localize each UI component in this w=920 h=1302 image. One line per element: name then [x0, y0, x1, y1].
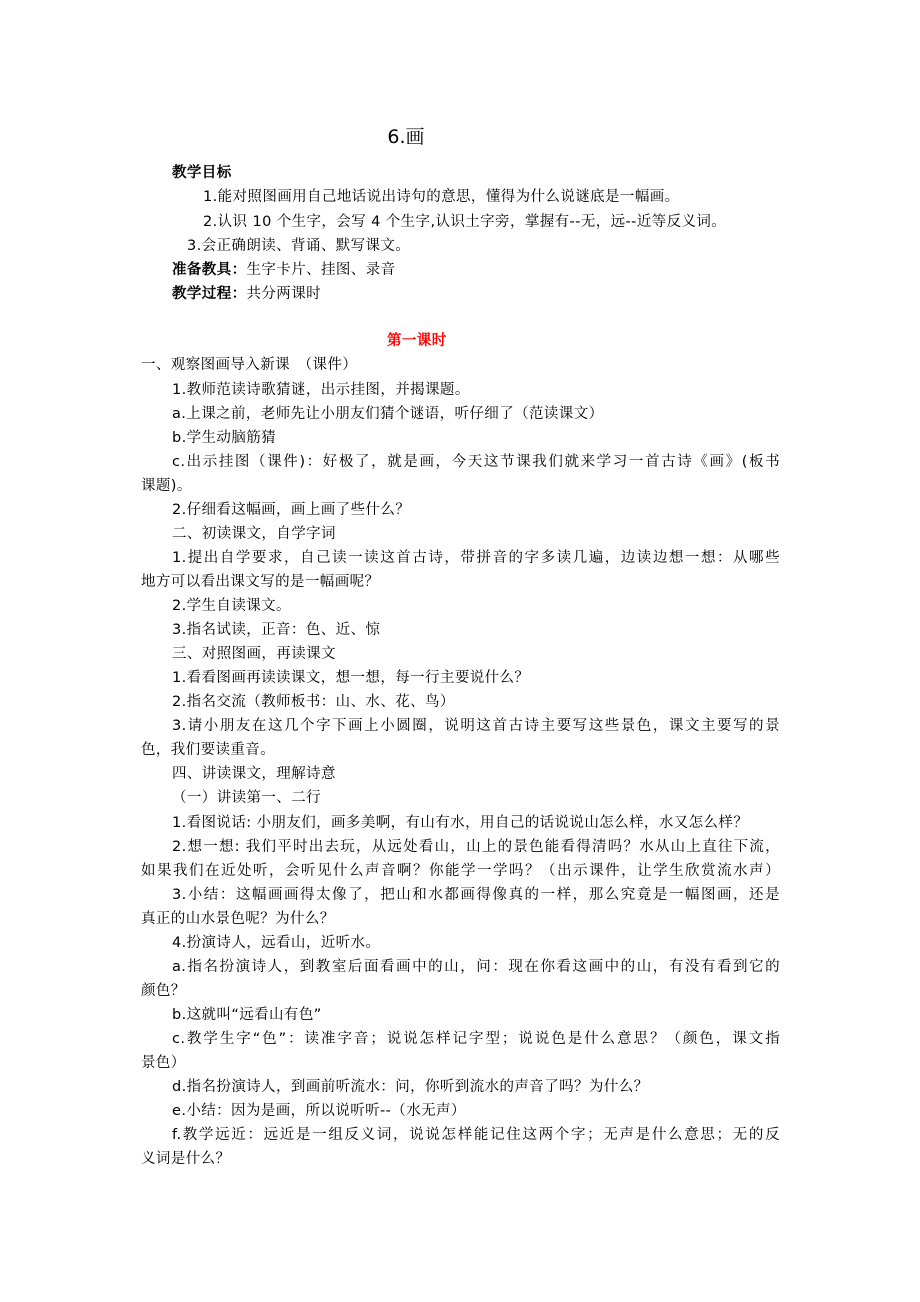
body-line: f.教学远近：远近是一组反义词，说说怎样能记住这两个字；无声是什么意思；无的反 [172, 1127, 780, 1143]
body-line: 4.扮演诗人，远看山，近听水。 [172, 935, 381, 951]
body-line: 三、对照图画，再读课文 [172, 646, 336, 662]
body-line: 2.想一想: 我们平时出去玩，从远处看山，山上的景色能看得清吗？水从山上直往下流， [172, 839, 780, 855]
body-line: b.学生动脑筋猜 [172, 430, 277, 446]
body-line: 一、观察图画导入新课 （课件） [141, 357, 358, 373]
body-line: d.指名扮演诗人，到画前听流水：问，你听到流水的声音了吗？为什么？ [172, 1079, 649, 1095]
body-line: a.上课之前，老师先让小朋友们猜个谜语，听仔细了（范读课文） [172, 406, 604, 422]
body-line: c.出示挂图（课件)：好极了，就是画，今天这节课我们就来学习一首古诗《画》(板书 [172, 454, 780, 470]
body-line: 1.提出自学要求，自己读一读这首古诗，带拼音的字多读几遍，边读边想一想：从哪些 [172, 550, 780, 566]
body-line: 四、讲读课文，理解诗意 [172, 766, 336, 782]
body-line: 景色） [141, 1055, 186, 1071]
body-line: 1.看看图画再读读课文，想一想，每一行主要说什么？ [172, 670, 530, 686]
materials-label: 准备教具： [172, 262, 247, 278]
body-line: 3.小结：这幅画画得太像了，把山和水都画得像真的一样，那么究竟是一幅图画，还是 [172, 887, 780, 903]
body-line: 色，我们要读重音。 [141, 742, 276, 758]
materials-value: 生字卡片、挂图、录音 [246, 262, 396, 278]
body-line: c.教学生字“色”：读准字音；说说怎样记字型；说说色是什么意思？（颜色，课文指 [172, 1031, 780, 1047]
body-line: e.小结：因为是画，所以说听听--（水无声） [172, 1103, 466, 1119]
body-line: 1.教师范读诗歌猜谜，出示挂图，并揭课题。 [172, 382, 470, 398]
body-line: 2.指名交流（教师板书：山、水、花、鸟） [172, 694, 455, 710]
objective-item: 1.能对照图画用自己地话说出诗句的意思，懂得为什么说谜底是一幅画。 [203, 189, 680, 205]
materials-row [172, 260, 396, 280]
page-title: 6.画 [387, 126, 425, 148]
body-line: 课题)。 [141, 478, 192, 494]
body-line: 二、初读课文，自学字词 [172, 526, 336, 542]
body-line: 3.指名试读，正音：色、近、惊 [172, 622, 381, 638]
body-line: 2.仔细看这幅画，画上画了些什么？ [172, 502, 411, 518]
body-line: b.这就叫“远看山有色” [172, 1007, 322, 1023]
lesson-title: 第一课时 [387, 333, 447, 349]
objective-item: 3.会正确朗读、背诵、默写课文。 [187, 238, 411, 254]
body-line: 3.请小朋友在这几个字下画上小圆圈，说明这首古诗主要写这些景色，课文主要写的景 [172, 718, 780, 734]
body-line: 地方可以看出课文写的是一幅画呢？ [141, 574, 380, 590]
body-line: 颜色？ [141, 983, 186, 999]
body-line: 真正的山水景色呢？为什么？ [141, 911, 335, 927]
body-line: 义词是什么？ [141, 1151, 231, 1167]
objectives-heading: 教学目标 [172, 165, 232, 181]
body-line: a.指名扮演诗人，到教室后面看画中的山，问：现在你看这画中的山，有没有看到它的 [172, 959, 780, 975]
body-line: 1.看图说话: 小朋友们，画多美啊，有山有水，用自己的话说说山怎么样，水又怎么样？ [172, 815, 749, 831]
body-line: （一）讲读第一、二行 [172, 790, 321, 806]
process-value: 共分两课时 [246, 286, 321, 302]
process-row [172, 284, 321, 304]
body-line: 如果我们在近处听，会听见什么声音啊？你能学一学吗？（出示课件，让学生欣赏流水声） [141, 863, 780, 879]
process-label: 教学过程： [172, 286, 247, 302]
objective-item: 2.认识 10 个生字，会写 4 个生字,认识土字旁，掌握有--无，远--近等反义词。 [203, 214, 727, 230]
body-line: 2.学生自读课文。 [172, 598, 291, 614]
